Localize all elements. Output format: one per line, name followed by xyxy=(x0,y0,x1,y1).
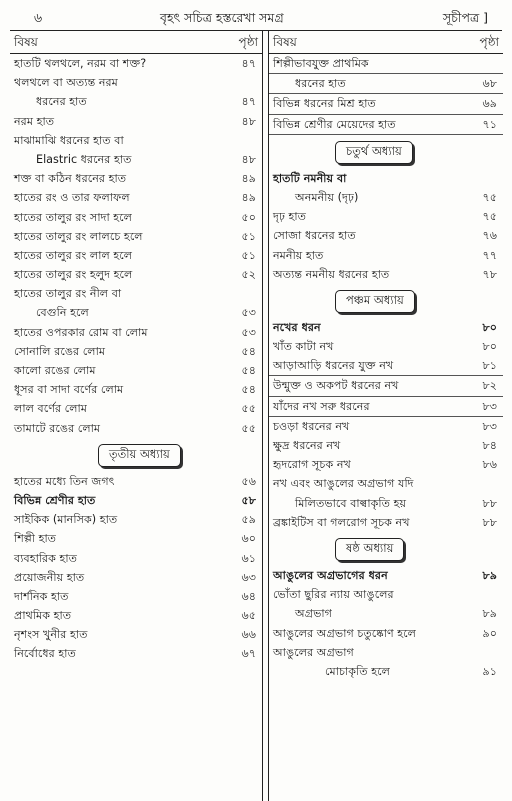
entry-title: হাতের মধ্যে তিন জগৎ xyxy=(14,474,115,488)
entry-page-number: ৬৭ xyxy=(241,647,256,661)
entry-page-number: ৬০ xyxy=(241,532,256,546)
toc-entry xyxy=(269,207,503,226)
entry-page-number: ৪৭ xyxy=(241,57,256,70)
entry-title: ক্ষুদ্র ধরনের নখ xyxy=(273,439,341,452)
toc-entry xyxy=(269,376,503,396)
chapter-title: চতুর্থ অধ্যায় xyxy=(335,141,413,164)
toc-entry xyxy=(10,472,262,491)
toc-entry xyxy=(269,455,503,474)
entry-page-number: ৭৫ xyxy=(482,190,497,204)
toc-entry xyxy=(10,606,262,625)
book-title: বৃহৎ সচিত্র হস্তরেখা সমগ্র xyxy=(160,10,284,25)
right-entries-c xyxy=(269,318,503,532)
page-number: ৬ xyxy=(34,10,43,25)
right-column xyxy=(268,31,503,801)
toc-entry xyxy=(10,399,262,418)
entry-title: হাতটি থলথলে, নরম বা শক্ত? xyxy=(14,57,147,70)
toc-entry xyxy=(269,246,503,265)
chapter-title: তৃতীয় অধ্যায় xyxy=(98,444,181,467)
entry-title: নির্বোধের হাত xyxy=(14,647,76,661)
toc-entry xyxy=(10,265,262,284)
entry-page-number: ৫০ xyxy=(241,210,256,224)
toc-entry xyxy=(10,323,262,342)
left-column xyxy=(10,31,263,801)
entry-title: হাতের তালুর রং নীল বা xyxy=(14,287,122,301)
entry-title: প্রাথমিক হাত xyxy=(14,609,72,623)
entry-title: নখের ধরন xyxy=(273,320,321,334)
entry-page-number: ৭৮ xyxy=(482,267,497,281)
entry-page-number: ৬৯ xyxy=(482,97,497,111)
toc-entry xyxy=(10,188,262,207)
entry-page-number: ৭৬ xyxy=(482,229,497,243)
right-entries-b xyxy=(269,169,503,284)
entry-page-number: ৫১ xyxy=(241,248,256,262)
subject-heading: বিষয় xyxy=(273,35,297,49)
chapter-4-heading xyxy=(269,135,503,169)
entry-title: কালো রঙের লোম xyxy=(14,364,96,377)
page-header xyxy=(10,6,502,32)
entry-page-number: ৪৯ xyxy=(241,172,256,186)
entry-title: দৃঢ় হাত xyxy=(273,210,307,224)
toc-entry xyxy=(269,643,503,662)
entry-title: লাল বর্ণের লোম xyxy=(14,402,88,416)
toc-entry xyxy=(10,625,262,644)
entry-title: দার্শনিক হাত xyxy=(14,589,69,603)
entry-page-number: ৮৪ xyxy=(482,439,497,452)
toc-entry xyxy=(10,549,262,568)
right-entries-a xyxy=(269,54,503,135)
toc-entry xyxy=(269,566,503,585)
toc-entry xyxy=(269,494,503,513)
entry-title: ধূসর বা সাদা বর্ণের লোম xyxy=(14,383,124,397)
entry-title: বিভিন্ন শ্রেণীর হাত xyxy=(14,493,96,507)
contents-label: সূচীপত্র ] xyxy=(442,10,488,25)
entry-title: নমনীয় হাত xyxy=(273,248,324,262)
entry-title: ব্যবহারিক হাত xyxy=(14,551,78,565)
toc-entry xyxy=(10,361,262,380)
entry-title: হাতের রং ও তার ফলাফল xyxy=(14,191,130,205)
entry-title: হাতের তালুর রং লালচে হলে xyxy=(14,229,143,243)
entry-page-number: ৫৬ xyxy=(241,474,256,488)
entry-page-number: ৬৬ xyxy=(241,628,256,642)
toc-entry xyxy=(10,54,262,73)
toc-entry xyxy=(10,644,262,663)
entry-title: নখ এবং আঙুলের অগ্রভাগ যদি xyxy=(273,477,414,491)
toc-entry xyxy=(269,74,503,94)
entry-page-number: ৪৭ xyxy=(241,95,256,109)
toc-entry xyxy=(269,436,503,455)
left-column-header xyxy=(10,31,262,54)
entry-title: অনমনীয় (দৃঢ়) xyxy=(295,190,359,204)
entry-page-number: ৬৩ xyxy=(241,570,256,584)
entry-title: প্রয়োজনীয় হাত xyxy=(14,570,85,584)
toc-entry xyxy=(10,169,262,188)
entry-title: Elastric ধরনের হাত xyxy=(36,152,132,166)
toc-entry xyxy=(269,417,503,436)
toc-entry xyxy=(10,380,262,399)
entry-title: মোচাকৃতি হলে xyxy=(325,664,390,678)
toc-entry xyxy=(10,419,262,438)
toc-entry xyxy=(10,131,262,150)
toc-entry xyxy=(269,337,503,356)
toc-entry xyxy=(269,604,503,623)
page-heading: পৃষ্ঠা xyxy=(238,35,258,49)
entry-title: আঙুলের অগ্রভাগ চতুষ্কোণ হলে xyxy=(273,626,417,640)
toc-entry xyxy=(269,513,503,532)
entry-page-number: ৬৪ xyxy=(241,589,256,603)
toc-entry xyxy=(269,265,503,284)
entry-page-number: ৬৫ xyxy=(241,609,256,623)
toc-entry xyxy=(10,73,262,92)
toc-entry xyxy=(269,188,503,207)
entry-page-number: ৭৭ xyxy=(482,248,497,262)
entry-page-number: ৮০ xyxy=(482,320,497,334)
entry-title: হাতের তালুর রং লাল হলে xyxy=(14,248,133,262)
entry-title: মাঝামাঝি ধরনের হাত বা xyxy=(14,133,124,147)
entry-title: চওড়া ধরনের নখ xyxy=(273,419,350,433)
toc-entry xyxy=(269,318,503,337)
toc-entry xyxy=(269,397,503,417)
entry-title: ভোঁতা ছুরির ন্যায় আঙুলের xyxy=(273,588,394,602)
entry-title: সোজা ধরনের হাত xyxy=(273,229,356,243)
entry-page-number: ৫৪ xyxy=(241,344,256,358)
entry-page-number: ৮৩ xyxy=(482,419,497,433)
entry-title: হাতের তালুর রং হলুদ হলে xyxy=(14,268,133,282)
entry-title: বেগুনি হলে xyxy=(36,306,89,320)
entry-title: খাঁত কাটা নখ xyxy=(273,340,334,354)
toc-entry xyxy=(10,491,262,510)
entry-page-number: ৪৯ xyxy=(241,191,256,205)
entry-title: বিভিন্ন শ্রেণীর মেয়েদের হাত xyxy=(273,117,396,131)
entry-page-number: ৫৩ xyxy=(241,325,256,339)
subject-heading: বিষয় xyxy=(14,35,38,49)
entry-page-number: ৯১ xyxy=(482,664,497,678)
entry-page-number: ৫৮ xyxy=(241,493,256,507)
entry-title: নৃশংস খুনীর হাত xyxy=(14,628,88,642)
toc-entry xyxy=(269,226,503,245)
right-column-header xyxy=(269,31,503,54)
toc-entry xyxy=(10,587,262,606)
entry-page-number: ৮৬ xyxy=(482,458,497,472)
entry-title: উন্মুক্ত ও অকপট ধরনের নখ xyxy=(273,379,399,393)
toc-entry xyxy=(10,150,262,169)
entry-title: ধরনের হাত xyxy=(295,77,346,91)
entry-page-number: ৬৮ xyxy=(482,77,497,91)
toc-entry xyxy=(10,303,262,322)
toc-entry xyxy=(10,227,262,246)
entry-title: শক্ত বা কঠিন ধরনের হাত xyxy=(14,172,127,186)
entry-title: হাতের ওপরকার রোম বা লোম xyxy=(14,325,148,339)
entry-title: শিল্পীভাবযুক্ত প্রাথমিক xyxy=(273,57,369,70)
entry-title: হৃদরোগ সূচক নখ xyxy=(273,458,351,472)
entry-page-number: ৪৮ xyxy=(241,152,256,166)
entry-page-number: ৬১ xyxy=(241,551,256,565)
toc-entry xyxy=(10,568,262,587)
chapter-title: ষষ্ঠ অধ্যায় xyxy=(335,538,404,561)
entry-title: নরম হাত xyxy=(14,114,55,128)
entry-page-number: ৫১ xyxy=(241,229,256,243)
entry-title: হাতের তালুর রং সাদা হলে xyxy=(14,210,132,224)
entry-page-number: ৫৪ xyxy=(241,383,256,397)
entry-title: অগ্রভাগ xyxy=(295,607,332,621)
chapter-6-heading xyxy=(269,532,503,566)
entry-page-number: ৯০ xyxy=(482,626,497,640)
entry-title: আড়াআড়ি ধরনের যুক্ত নখ xyxy=(273,359,394,373)
toc-entry xyxy=(10,284,262,303)
toc-entry xyxy=(10,246,262,265)
entry-title: হাতটি নমনীয় বা xyxy=(273,171,347,185)
toc-entry xyxy=(269,356,503,376)
chapter-title: পঞ্চম অধ্যায় xyxy=(335,290,415,313)
entry-title: তামাটে রঙের লোম xyxy=(14,421,101,435)
toc-entry xyxy=(10,208,262,227)
right-entries-d xyxy=(269,566,503,681)
contents-table xyxy=(10,30,502,801)
entry-title: যাঁদের নখ সরু ধরনের xyxy=(273,399,370,413)
entry-page-number: ৫৫ xyxy=(241,402,256,416)
entry-title: সোনালি রঙের লোম xyxy=(14,344,106,358)
entry-page-number: ৮৮ xyxy=(482,496,497,510)
entry-title: থলথলে বা অত্যন্ত নরম xyxy=(14,76,118,90)
entry-title: অত্যন্ত নমনীয় ধরনের হাত xyxy=(273,267,390,281)
toc-entry xyxy=(10,112,262,131)
entry-page-number: ৮৯ xyxy=(482,607,497,621)
entry-page-number: ৫৪ xyxy=(241,364,256,377)
entry-page-number: ৮০ xyxy=(482,340,497,354)
chapter-5-heading xyxy=(269,284,503,318)
entry-page-number: ৫৩ xyxy=(241,306,256,320)
toc-entry xyxy=(269,94,503,114)
entry-page-number: ৮৮ xyxy=(482,515,497,529)
toc-entry xyxy=(269,585,503,604)
toc-entry xyxy=(269,115,503,135)
toc-entry xyxy=(269,474,503,493)
toc-entry xyxy=(10,529,262,548)
entry-page-number: ৭৫ xyxy=(482,210,497,224)
entry-page-number: ৫৯ xyxy=(241,513,256,527)
page-heading: পৃষ্ঠা xyxy=(479,35,499,49)
entry-title: ধরনের হাত xyxy=(36,95,87,109)
entry-title: মিলিতভাবে বাল্বাকৃতি হয় xyxy=(295,496,407,510)
entry-title: বিভিন্ন ধরনের মিশ্র হাত xyxy=(273,97,376,111)
left-entries-a xyxy=(10,54,262,438)
entry-page-number: ৫২ xyxy=(241,268,256,282)
entry-page-number: ৪৮ xyxy=(241,114,256,128)
entry-page-number: ৮৩ xyxy=(482,399,497,413)
toc-entry xyxy=(10,510,262,529)
toc-entry xyxy=(10,92,262,111)
entry-page-number: ৮৯ xyxy=(482,568,497,582)
toc-entry xyxy=(269,624,503,643)
entry-title: আঙুলের অগ্রভাগ xyxy=(273,645,354,659)
chapter-3-heading xyxy=(10,438,262,472)
entry-page-number: ৮২ xyxy=(482,379,497,393)
toc-entry xyxy=(269,54,503,74)
entry-page-number: ৭১ xyxy=(482,117,497,131)
entry-title: শিল্পী হাত xyxy=(14,532,57,546)
toc-entry xyxy=(269,169,503,188)
toc-entry xyxy=(10,342,262,361)
entry-title: আঙুলের অগ্রভাগের ধরন xyxy=(273,568,388,582)
left-entries-b xyxy=(10,472,262,664)
entry-page-number: ৮১ xyxy=(482,359,497,373)
toc-entry xyxy=(269,662,503,681)
entry-title: সাইকিক (মানসিক) হাত xyxy=(14,513,118,527)
entry-title: ব্রঙ্কাইটিস বা গলরোগ সূচক নখ xyxy=(273,515,410,529)
entry-page-number: ৫৫ xyxy=(241,421,256,435)
